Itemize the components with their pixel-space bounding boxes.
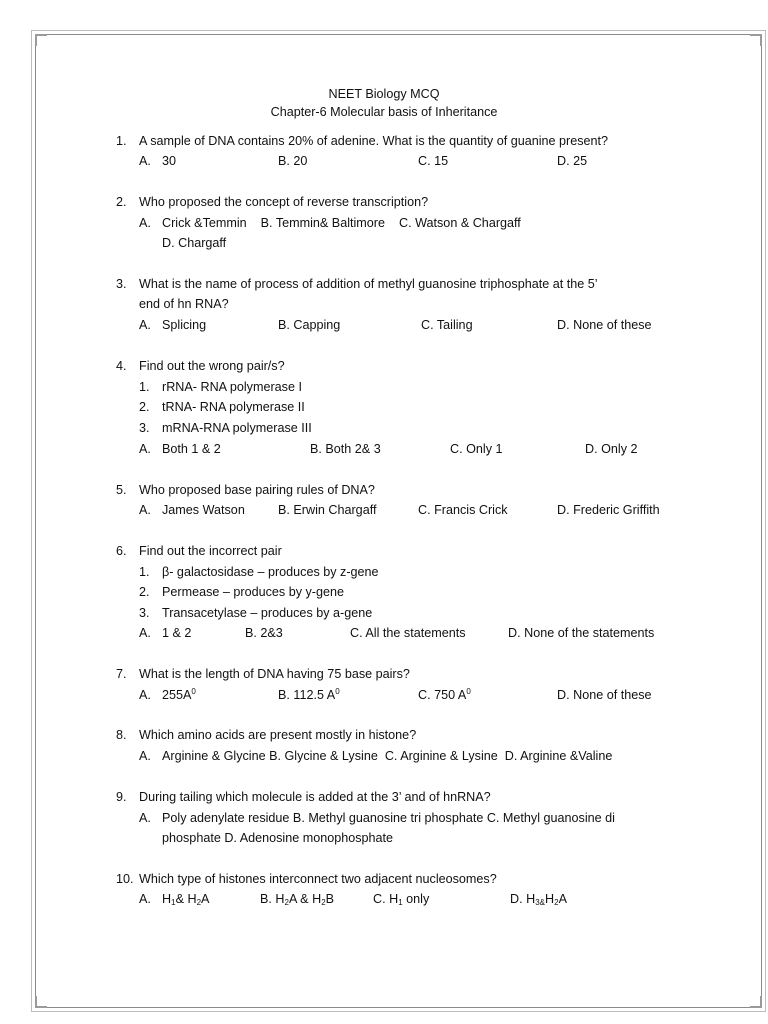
options-line-cont: phosphate D. Adenosine monophosphate xyxy=(162,831,394,845)
item-1-label: 1. xyxy=(139,565,150,579)
question-number: 3. xyxy=(116,277,127,291)
option-d: D. Frederic Griffith xyxy=(557,503,660,517)
option-a: James Watson xyxy=(162,503,245,517)
question-text-cont: end of hn RNA? xyxy=(139,297,229,311)
item-2: Permease – produces by y-gene xyxy=(162,585,345,599)
page-border-inner xyxy=(35,34,762,1008)
border-corner-top-right xyxy=(750,34,762,46)
degree-symbol: 0 xyxy=(191,687,196,696)
item-2: tRNA- RNA polymerase II xyxy=(162,400,305,414)
option-a-label: A. xyxy=(139,749,151,763)
option-b: B. Both 2& 3 xyxy=(310,442,381,456)
option-c: C. Only 1 xyxy=(450,442,503,456)
document-title: NEET Biology MCQ xyxy=(328,87,440,101)
degree-symbol: 0 xyxy=(466,687,471,696)
item-1: β- galactosidase – produces by z-gene xyxy=(162,565,379,579)
option-a-label: A. xyxy=(139,216,151,230)
option-a: 30 xyxy=(162,154,177,168)
option-a-label: A. xyxy=(139,626,151,640)
option-c: C. 750 $A^0$ xyxy=(418,687,471,702)
option-a-label: A. xyxy=(139,811,151,825)
border-corner-top-left xyxy=(35,34,47,46)
options-line: Arginine & Glycine B. Glycine & Lysine C. Arginine & Lysine D. Arginine &Valine xyxy=(162,749,613,763)
question-text: A sample of DNA contains 20% of adenine. What is the quantity of guanine present? xyxy=(139,134,609,148)
option-a-label: A. xyxy=(139,688,151,702)
options-line: Crick &Temmin B. Temmin& Baltimore C. Watson & Chargaff xyxy=(162,216,521,230)
option-c: C. Tailing xyxy=(421,318,473,332)
question-number: 10. xyxy=(116,872,134,886)
question-number: 5. xyxy=(116,483,127,497)
question-number: 1. xyxy=(116,134,127,148)
option-d: D. $H_{3\&}H_2A$ xyxy=(510,892,567,907)
option-a: Both 1 & 2 xyxy=(162,442,221,456)
option-a: $255A^0$ xyxy=(162,687,196,702)
option-b: B. 112.5 $A^0$ xyxy=(278,687,340,702)
option-a-label: A. xyxy=(139,154,151,168)
item-2-label: 2. xyxy=(139,585,150,599)
option-c: C. $H_1$ only xyxy=(373,892,430,907)
option-a: Splicing xyxy=(162,318,207,332)
option-d: D. None of the statements xyxy=(508,626,655,640)
question-text: Which type of histones interconnect two adjacent nucleosomes? xyxy=(139,872,497,886)
border-corner-bottom-right xyxy=(750,996,762,1008)
option-a: 1 & 2 xyxy=(162,626,192,640)
option-c: C. Francis Crick xyxy=(418,503,508,517)
question-text: What is the name of process of addition of methyl guanosine triphosphate at the 5’ xyxy=(139,277,598,291)
question-text: Find out the wrong pair/s? xyxy=(139,359,285,373)
option-b: B. 20 xyxy=(278,154,308,168)
question-text: Who proposed the concept of reverse transcription? xyxy=(139,195,429,209)
option-c: C. 15 xyxy=(418,154,449,168)
option-d: D. None of these xyxy=(557,688,652,702)
item-3: mRNA-RNA polymerase III xyxy=(162,421,312,435)
option-d: D. Chargaff xyxy=(162,236,227,250)
option-b: B. Erwin Chargaff xyxy=(278,503,377,517)
option-b: B. $H_2A$ & $H_2B$ xyxy=(260,892,335,907)
question-number: 8. xyxy=(116,728,127,742)
question-text: What is the length of DNA having 75 base pairs? xyxy=(139,667,410,681)
item-3: Transacetylase – produces by a-gene xyxy=(162,606,373,620)
option-a-label: A. xyxy=(139,892,151,906)
option-a: $H_1\&$ $H_2A$ xyxy=(162,892,210,907)
item-1-label: 1. xyxy=(139,380,150,394)
options-line: Poly adenylate residue B. Methyl guanosine tri phosphate C. Methyl guanosine di xyxy=(162,811,615,825)
question-number: 2. xyxy=(116,195,127,209)
item-2-label: 2. xyxy=(139,400,150,414)
question-number: 4. xyxy=(116,359,127,373)
border-corner-bottom-left xyxy=(35,996,47,1008)
item-1: rRNA- RNA polymerase I xyxy=(162,380,302,394)
question-text: Who proposed base pairing rules of DNA? xyxy=(139,483,375,497)
question-number: 7. xyxy=(116,667,127,681)
item-3-label: 3. xyxy=(139,421,150,435)
item-3-label: 3. xyxy=(139,606,150,620)
question-number: 6. xyxy=(116,544,127,558)
degree-symbol: 0 xyxy=(335,687,340,696)
option-d: D. None of these xyxy=(557,318,652,332)
option-a-label: A. xyxy=(139,442,151,456)
option-b: B. 2&3 xyxy=(245,626,283,640)
option-d: D. Only 2 xyxy=(585,442,638,456)
question-text: Find out the incorrect pair xyxy=(139,544,282,558)
option-a-label: A. xyxy=(139,503,151,517)
question-number: 9. xyxy=(116,790,127,804)
option-d: D. 25 xyxy=(557,154,588,168)
chapter-subtitle: Chapter-6 Molecular basis of Inheritance xyxy=(270,105,498,119)
option-a-label: A. xyxy=(139,318,151,332)
question-text: During tailing which molecule is added at the 3’ and of hnRNA? xyxy=(139,790,491,804)
option-c: C. All the statements xyxy=(350,626,466,640)
question-text: Which amino acids are present mostly in histone? xyxy=(139,728,417,742)
option-b: B. Capping xyxy=(278,318,341,332)
